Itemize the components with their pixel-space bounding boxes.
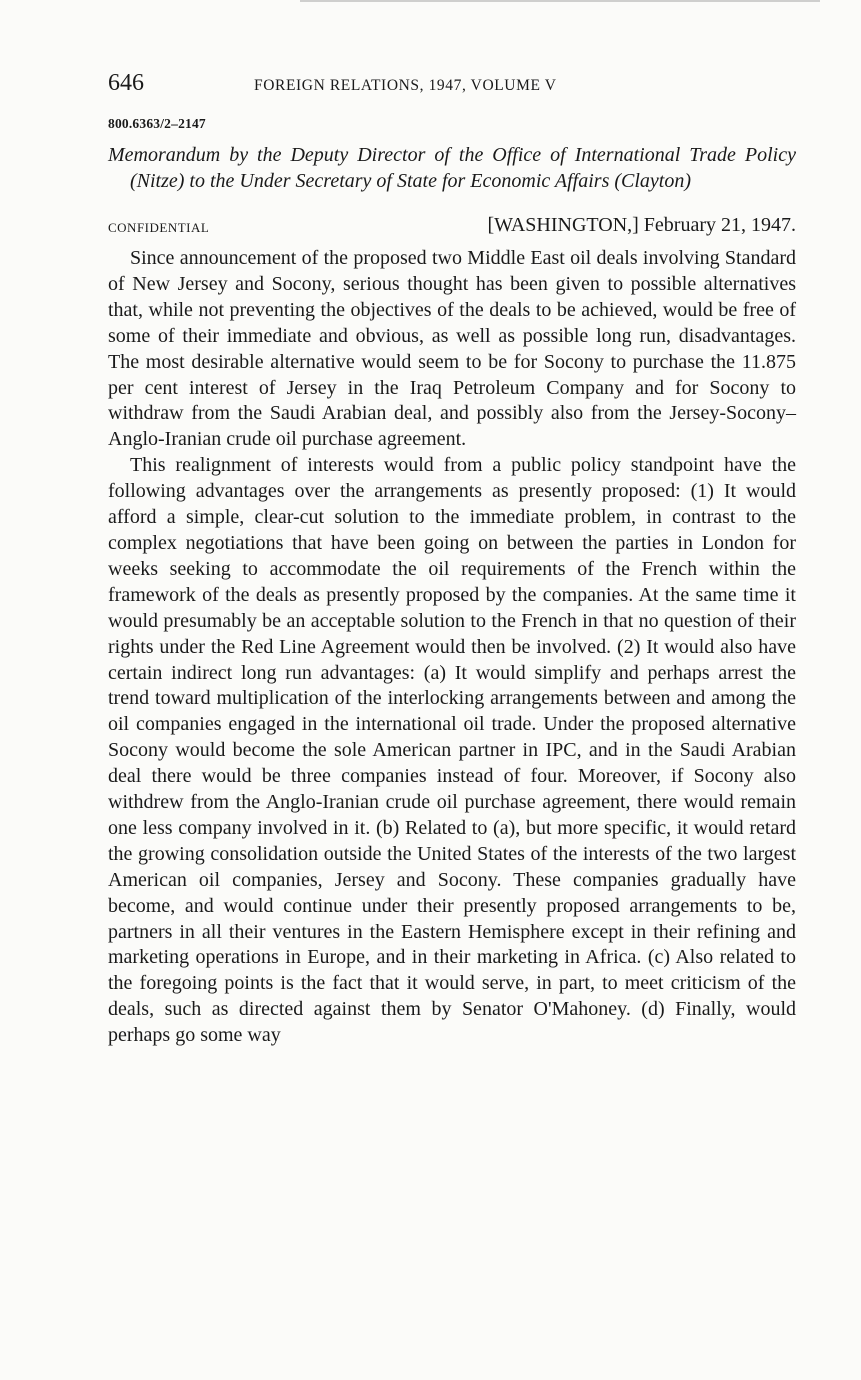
- page-number: 646: [108, 70, 144, 96]
- dateline: [108, 214, 796, 240]
- document-title: Memorandum by the Deputy Director of the Office of International Trade Policy (Nitze) to the Under Secretary of State for Economic Affairs (Clayton): [108, 144, 796, 192]
- memo-body: [108, 246, 796, 1049]
- classification-label: CONFIDENTIAL: [108, 220, 210, 235]
- page-header: [108, 70, 796, 104]
- paragraph: Since announcement of the proposed two Middle East oil deals involving Standard of New Jersey and Socony, serious thought has been given to possible alternatives that, while not preventing the objectives of the deals to be achieved, would be free of some of their immediate and obvious, as well as possible long run, disadvantages. The most desirable alternative would seem to be for Socony to purchase the 11.875 per cent interest of Jersey in the Iraq Petroleum Company and for Socony to withdraw from the Saudi Arabian deal, and possibly also from the Jersey-Socony–Anglo-Iranian crude oil purchase agreement.: [108, 247, 796, 451]
- running-head: FOREIGN RELATIONS, 1947, VOLUME V: [254, 77, 557, 94]
- document-date: [WASHINGTON,] February 21, 1947.: [487, 214, 796, 236]
- scan-top-edge: [300, 0, 820, 2]
- file-number: 800.6363/2–2147: [108, 116, 206, 131]
- document-page: [108, 70, 796, 1049]
- paragraph: This realignment of interests would from a public policy standpoint have the following advantages over the arrangements as presently proposed: (1) It would afford a simple, clear-cut solution to the immediate problem, in contrast to the complex negotiations that have been going on between the parties in London for weeks seeking to accommodate the oil requirements of the French within the framework of the deals as presently proposed by the companies. At the same time it would presumably be an acceptable solution to the French in that no question of their rights under the Red Line Agreement would then be involved. (2) It would also have certain indirect long run advantages: (a) It would simplify and perhaps arrest the trend toward multiplication of the interlocking arrangements between and among the oil companies engaged in the international oil trade. Under the proposed alternative Socony would become the sole American partner in IPC, and in the Saudi Arabian deal there would be three companies instead of four. Moreover, if Socony also withdrew from the Anglo-Iranian crude oil purchase agreement, there would remain one less company involved in it. (b) Related to (a), but more specific, it would retard the growing consolidation outside the United States of the interests of the two largest American oil companies, Jersey and Socony. These companies gradually have become, and would continue under their presently proposed arrangements to be, partners in all their ventures in the Eastern Hemisphere except in their refining and marketing operations in Europe, and in their marketing in Africa. (c) Also related to the foregoing points is the fact that it would serve, in part, to meet criticism of the deals, such as directed against them by Senator O'Mahoney. (d) Finally, would perhaps go some way: [108, 454, 796, 1047]
